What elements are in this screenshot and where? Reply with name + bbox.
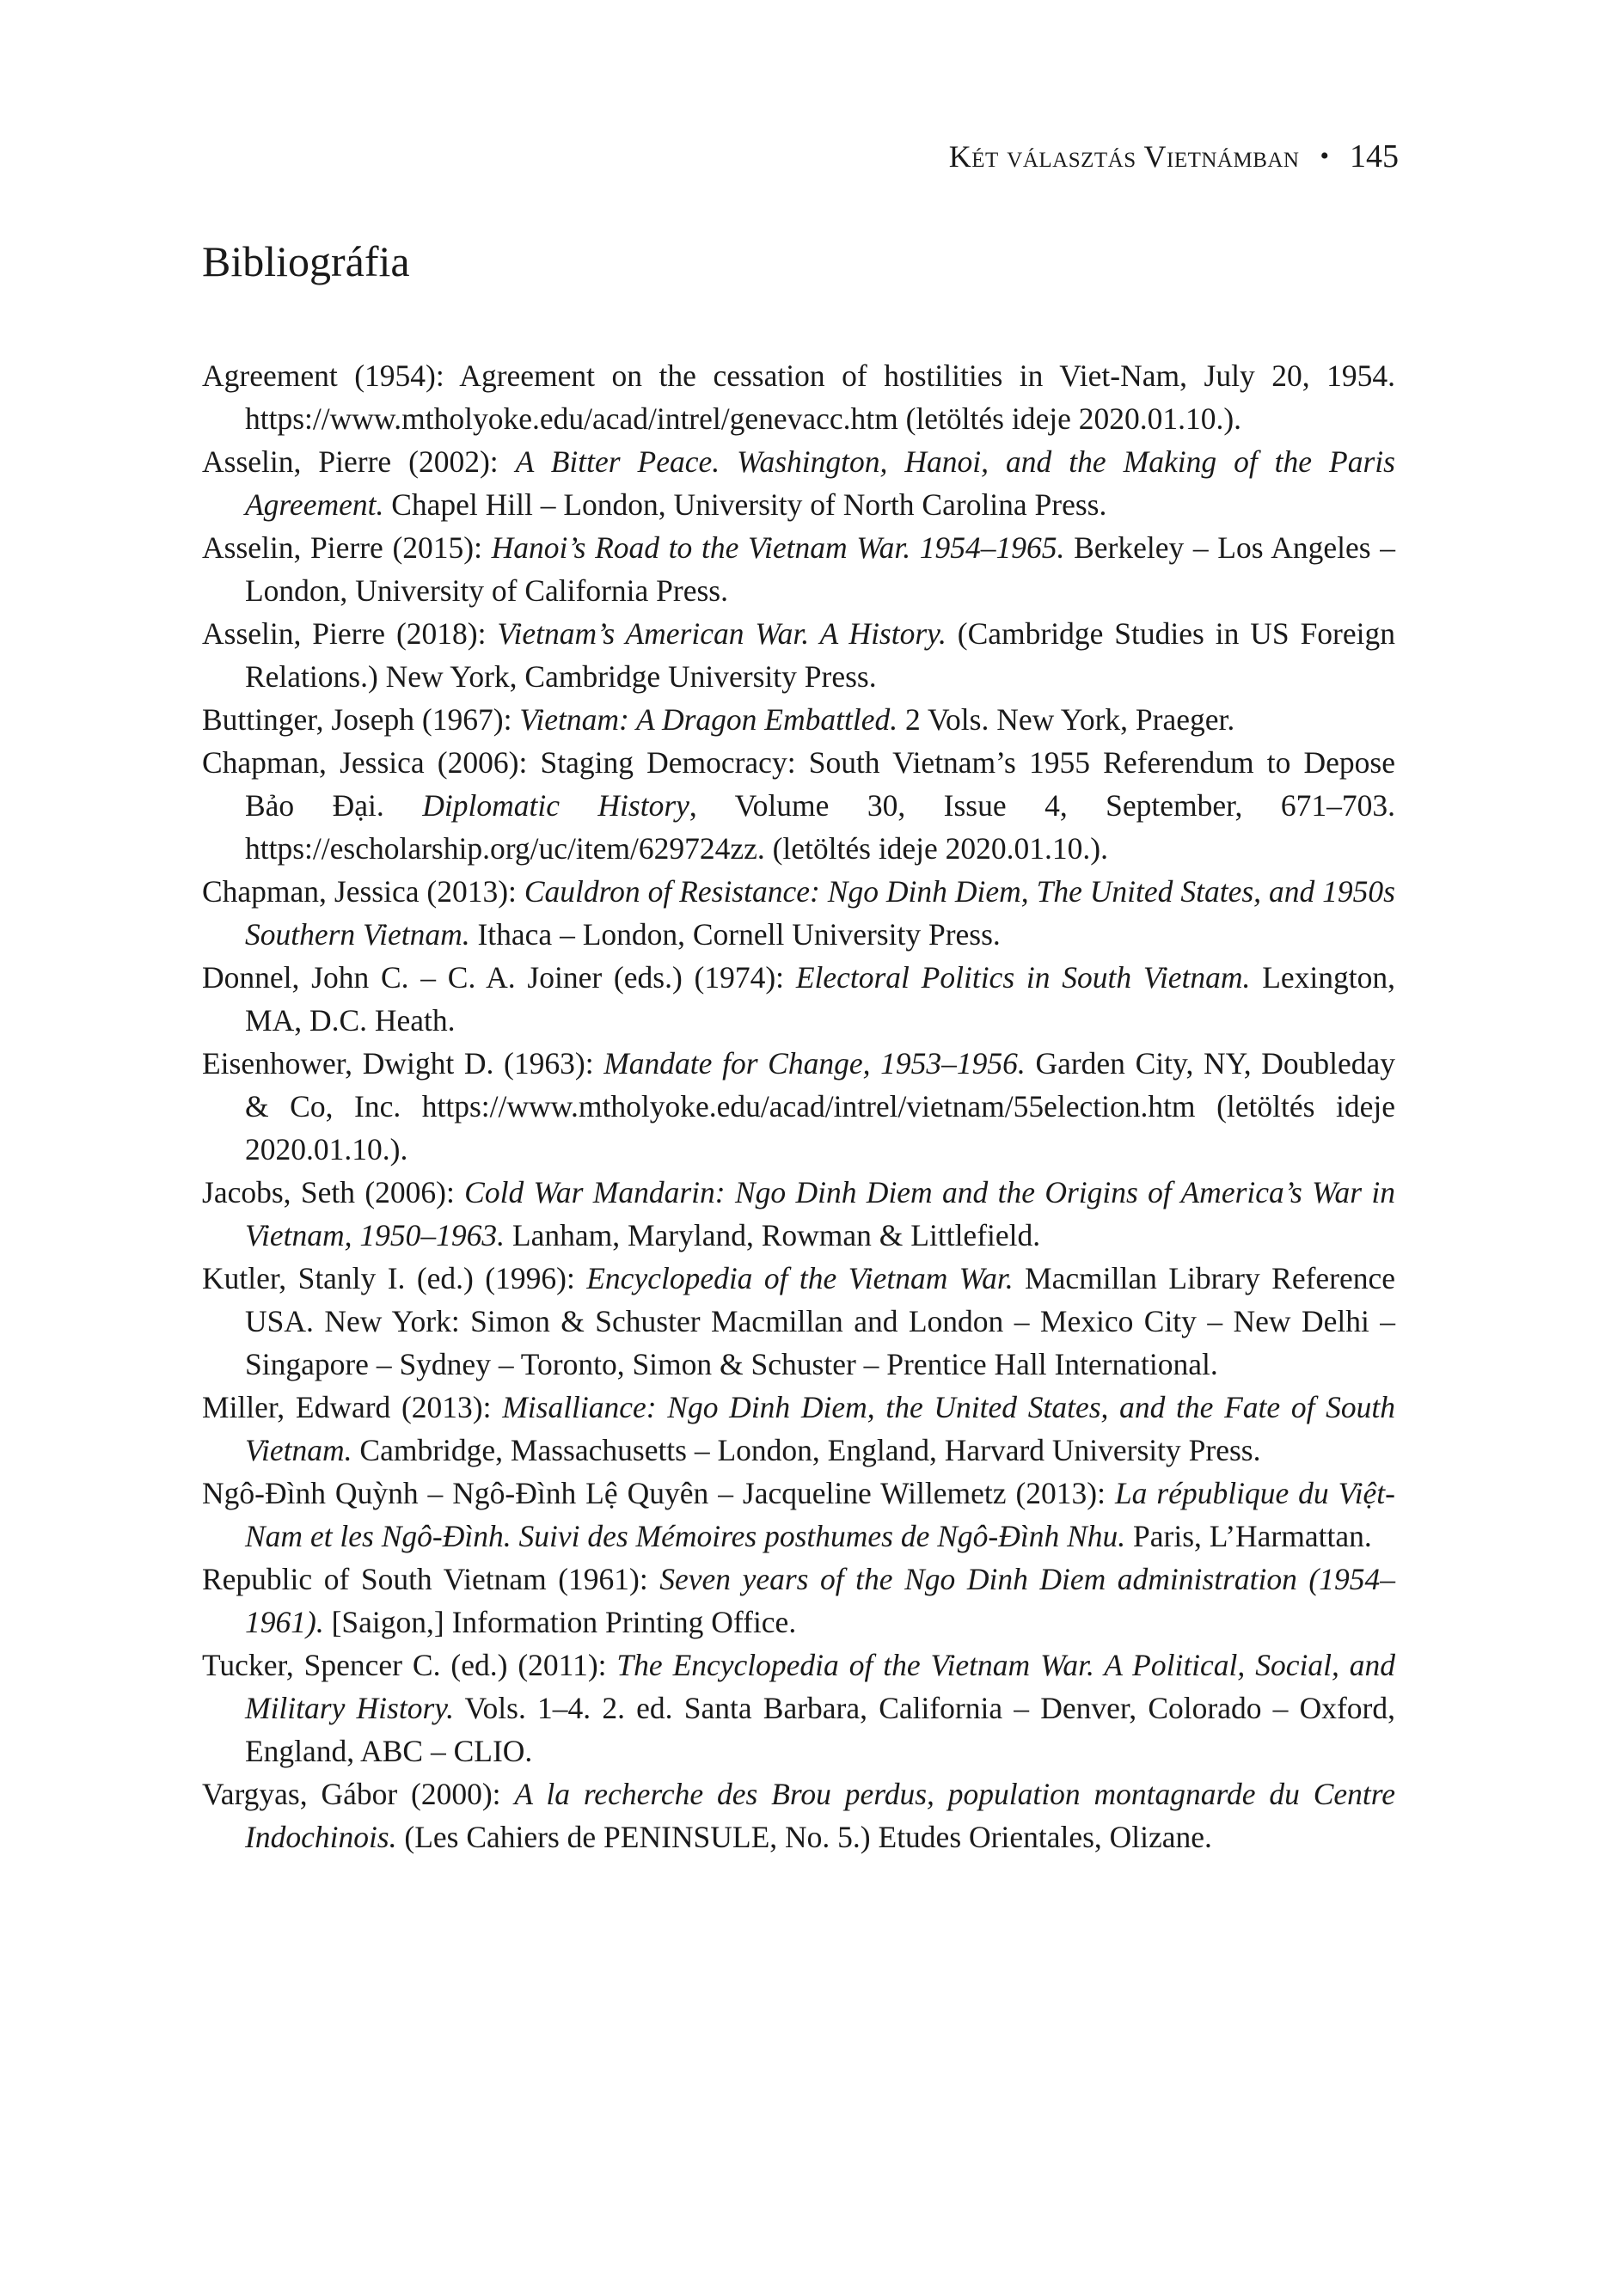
page-number: 145 (1350, 138, 1399, 174)
entry-title: The Encyclopedia of the Vietnam War. A Political, Social, and Military History. (245, 1648, 1395, 1725)
entry-text: Ngô-Đình Quỳnh – Ngô-Đình Lệ Quyên – Jacqueline Willemetz (2013): (202, 1476, 1115, 1510)
bibliography-entry (202, 1773, 1395, 1858)
bibliography-entry (202, 1558, 1395, 1644)
entry-publisher: Garden City, NY, Doubleday & Co, Inc. https://www.mtholyoke.edu/acad/intrel/vietnam/55election.htm (letöltés ideje 2020.01.10.). (245, 1046, 1395, 1166)
entry-text: Buttinger, Joseph (1967): (202, 702, 520, 737)
bibliography-entry (202, 1257, 1395, 1386)
entry-title: Encyclopedia of the Vietnam War. (586, 1261, 1014, 1295)
entry-title: Vietnam: A Dragon Embattled. (519, 702, 898, 737)
entry-title: La république du Việt-Nam et les Ngô-Đình. Suivi des Mémoires posthumes de Ngô-Đình Nhu. (245, 1476, 1395, 1553)
entry-title: Diplomatic History (422, 788, 689, 823)
entry-text: Asselin, Pierre (2015): (202, 530, 492, 565)
entry-text: Asselin, Pierre (2002): (202, 444, 516, 479)
bibliography-entry (202, 526, 1395, 612)
entry-publisher: , Volume 30, Issue 4, September, 671–703. https://escholarship.org/uc/item/629724zz. (letöltés ideje 2020.01.10.). (245, 788, 1395, 866)
entry-title: Electoral Politics in South Vietnam. (795, 960, 1251, 995)
entry-text: Chapman, Jessica (2013): (202, 874, 524, 909)
bibliography-entry (202, 440, 1395, 526)
entry-title: A Bitter Peace. Washington, Hanoi, and the Making of the Paris Agreement. (245, 444, 1395, 522)
entry-publisher: (Les Cahiers de PENINSULE, No. 5.) Etudes Orientales, Olizane. (396, 1820, 1212, 1854)
entry-publisher: Lexington, MA, D.C. Heath. (245, 960, 1395, 1038)
entry-title: Seven years of the Ngo Dinh Diem administration (1954–1961). (245, 1562, 1395, 1639)
entry-text: Jacobs, Seth (2006): (202, 1175, 465, 1209)
entry-publisher: Cambridge, Massachusetts – London, England, Harvard University Press. (352, 1433, 1261, 1467)
entry-text: Chapman, Jessica (2006): Staging Democracy: South Vietnam’s 1955 Referendum to Depose Bảo Đại. (202, 745, 1395, 823)
bibliography-list (202, 354, 1395, 1858)
entry-text: Kutler, Stanly I. (ed.) (1996): (202, 1261, 587, 1295)
bibliography-entry (202, 1171, 1395, 1257)
bibliography-entry (202, 1386, 1395, 1472)
bibliography-entry (202, 1472, 1395, 1558)
entry-title: Cauldron of Resistance: Ngo Dinh Diem, The United States, and 1950s Southern Vietnam. (245, 874, 1395, 952)
entry-text: Donnel, John C. – C. A. Joiner (eds.) (1974): (202, 960, 796, 995)
entry-title: Cold War Mandarin: Ngo Dinh Diem and the Origins of America’s War in Vietnam, 1950–1963. (245, 1175, 1395, 1252)
bibliography-entry (202, 741, 1395, 870)
bibliography-entry (202, 956, 1395, 1042)
entry-text: Eisenhower, Dwight D. (1963): (202, 1046, 604, 1081)
bibliography-entry (202, 1644, 1395, 1773)
entry-text: Asselin, Pierre (2018): (202, 616, 498, 651)
entry-text: Agreement (1954): Agreement on the cessation of hostilities in Viet-Nam, July 20, 1954. https://www.mtholyoke.edu/acad/intrel/genevacc.htm (letöltés ideje 2020.01.10.). (202, 358, 1395, 436)
section-title: Bibliográfia (202, 237, 410, 285)
entry-title: Hanoi’s Road to the Vietnam War. 1954–1965. (491, 530, 1065, 565)
entry-publisher: (Cambridge Studies in US Foreign Relations.) New York, Cambridge University Press. (245, 616, 1395, 694)
entry-publisher: 2 Vols. New York, Praeger. (897, 702, 1235, 737)
running-head (949, 138, 1399, 175)
entry-publisher: Berkeley – Los Angeles – London, University of California Press. (245, 530, 1395, 608)
bibliography-entry (202, 1042, 1395, 1171)
entry-text: Miller, Edward (2013): (202, 1390, 503, 1424)
entry-title: Mandate for Change, 1953–1956. (603, 1046, 1026, 1081)
entry-title: Misalliance: Ngo Dinh Diem, the United States, and the Fate of South Vietnam. (245, 1390, 1396, 1467)
entry-publisher: Macmillan Library Reference USA. New York: Simon & Schuster Macmillan and London – Mexico City – New Delhi – Singapore – Sydney – Toronto, Simon & Schuster – Prentice Hall International. (245, 1261, 1395, 1381)
bibliography-entry (202, 698, 1395, 741)
bibliography-entry (202, 870, 1395, 956)
entry-publisher: Lanham, Maryland, Rowman & Littlefield. (505, 1218, 1041, 1252)
entry-publisher: [Saigon,] Information Printing Office. (323, 1605, 797, 1639)
entry-text: Tucker, Spencer C. (ed.) (2011): (202, 1648, 617, 1682)
entry-publisher: Vols. 1–4. 2. ed. Santa Barbara, California – Denver, Colorado – Oxford, England, ABC – CLIO. (245, 1691, 1395, 1768)
entry-title: A la recherche des Brou perdus, population montagnarde du Centre Indochinois. (245, 1777, 1396, 1854)
entry-text: Republic of South Vietnam (1961): (202, 1562, 660, 1596)
bibliography-entry (202, 354, 1395, 440)
entry-publisher: Paris, L’Harmattan. (1125, 1519, 1372, 1553)
bullet-separator: • (1320, 142, 1329, 170)
entry-text: Vargyas, Gábor (2000): (202, 1777, 515, 1811)
running-title: Két választás Vietnámban (948, 139, 1300, 174)
entry-publisher: Ithaca – London, Cornell University Press. (469, 917, 1001, 952)
entry-title: Vietnam’s American War. A History. (497, 616, 946, 651)
bibliography-entry (202, 612, 1395, 698)
entry-publisher: Chapel Hill – London, University of North Carolina Press. (383, 487, 1107, 522)
